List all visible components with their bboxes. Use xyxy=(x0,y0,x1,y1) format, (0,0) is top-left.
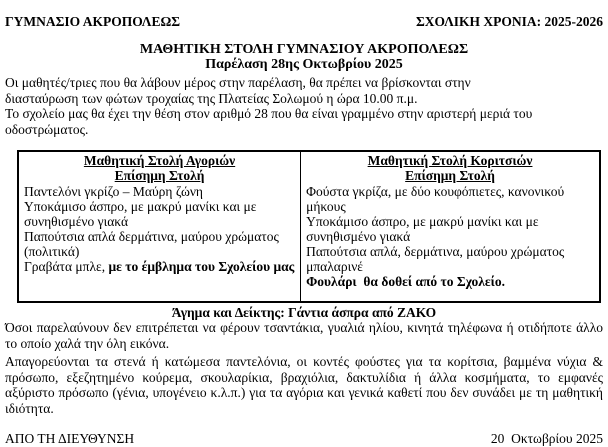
uniform-table xyxy=(17,150,601,303)
uniform-item-scarf: Φουλάρι θα δοθεί από το Σχολείο. xyxy=(306,274,505,289)
footer-date: 20 Οκτωβρίου 2025 xyxy=(490,431,603,446)
intro-paragraph-2: Το σχολείο μας θα έχει την θέση στον αριθμό 28 που θα είναι γραμμένο στην αριστερή μεριά του οδοστρώματος. xyxy=(5,106,533,137)
school-year: ΣΧΟΛΙΚΗ ΧΡΟΝΙΑ: 2025-2026 xyxy=(415,14,603,29)
intro-line-2: διασταύρωση των φώτων τροχαίας της Πλατείας Σολωμού η ώρα 10.00 π.μ. xyxy=(5,90,418,106)
uniform-table-row xyxy=(18,151,600,302)
girls-uniform-cell xyxy=(301,151,600,302)
boys-column-title: Μαθητική Στολή Αγοριών xyxy=(83,153,236,168)
rules-section xyxy=(5,320,603,416)
document-footer xyxy=(5,431,603,446)
girls-column-title: Μαθητική Στολή Κοριτσιών xyxy=(367,153,533,168)
girls-column-subtitle: Επίσημη Στολή xyxy=(405,168,495,183)
page-subtitle: Παρέλαση 28ης Οκτωβρίου 2025 xyxy=(205,57,403,72)
boys-item-list xyxy=(24,184,295,274)
document-header xyxy=(5,14,603,29)
rules-paragraph-2: Απαγορεύονται τα στενά ή κατώμεσα παντελόνια, οι κοντές φούστες για τα κορίτσια, βαμμένα νύχια & πρόσωπο, εξεζητημένο κούρεμα, σκουλαρίκια, βραχιόλια, δακτυλίδια ή άλλα κοσμήματα, το εμφανές αξύριστο πρόσωπο (γένια, υπογένειο κ.λ.π.) για τα αγόρια και γενικά καθετί που δεν συνάδει με τη μαθητική ιδιότητα. xyxy=(5,354,603,416)
tie-item-text: Γραβάτα μπλε, xyxy=(24,259,109,274)
school-name: ΓΥΜΝΑΣΙΟ ΑΚΡΟΠΟΛΕΩΣ xyxy=(5,14,181,29)
uniform-item: Παντελόνι γκρίζο – Μαύρη ζώνη xyxy=(24,184,203,199)
uniform-item: Φούστα γκρίζα, με δύο κουφόπιετες, κανονικού μήκους xyxy=(306,184,565,214)
page-title: ΜΑΘΗΤΙΚΗ ΣΤΟΛΗ ΓΥΜΝΑΣΙΟΥ ΑΚΡΟΠΟΛΕΩΣ xyxy=(139,42,469,57)
uniform-item-tie xyxy=(24,259,295,274)
rules-paragraph-1: Όσοι παρελαύνουν δεν επιτρέπεται να φέρουν τσαντάκια, γυαλιά ηλίου, κινητά τηλέφωνα ή οτιδήποτε άλλο το οποίο χαλά την όλη εικόνα. xyxy=(5,320,603,351)
gloves-note: Άγημα και Δείκτης: Γάντια άσπρα από ΖΑΚΟ xyxy=(171,305,437,320)
boys-column-subtitle: Επίσημη Στολή xyxy=(114,168,205,183)
tie-item-bold-text: με το έμβλημα του Σχολείου μας xyxy=(108,259,295,274)
uniform-item: Υποκάμισο άσπρο, με μακρύ μανίκι και με συνηθισμένο γιακά xyxy=(306,214,539,244)
uniform-item: Παπούτσια απλά δερμάτινα, μαύρου χρώματος (πολιτικά) xyxy=(24,229,279,259)
intro-section xyxy=(5,75,603,137)
intro-line-1: Οι μαθητές/τριες που θα λάβουν μέρος στην παρέλαση, θα πρέπει να βρίσκονται στην xyxy=(5,75,471,90)
boys-uniform-cell xyxy=(18,151,301,302)
footer-signature: ΑΠΟ ΤΗ ΔΙΕΥΘΥΝΣΗ xyxy=(5,431,135,446)
girls-item-list xyxy=(306,184,594,289)
uniform-item: Υποκάμισο άσπρο, με μακρύ μανίκι και με συνηθισμένο γιακά xyxy=(24,199,257,229)
uniform-item: Παπούτσια απλά, δερμάτινα, μαύρου χρώματος μπαλαρινέ xyxy=(306,244,565,274)
